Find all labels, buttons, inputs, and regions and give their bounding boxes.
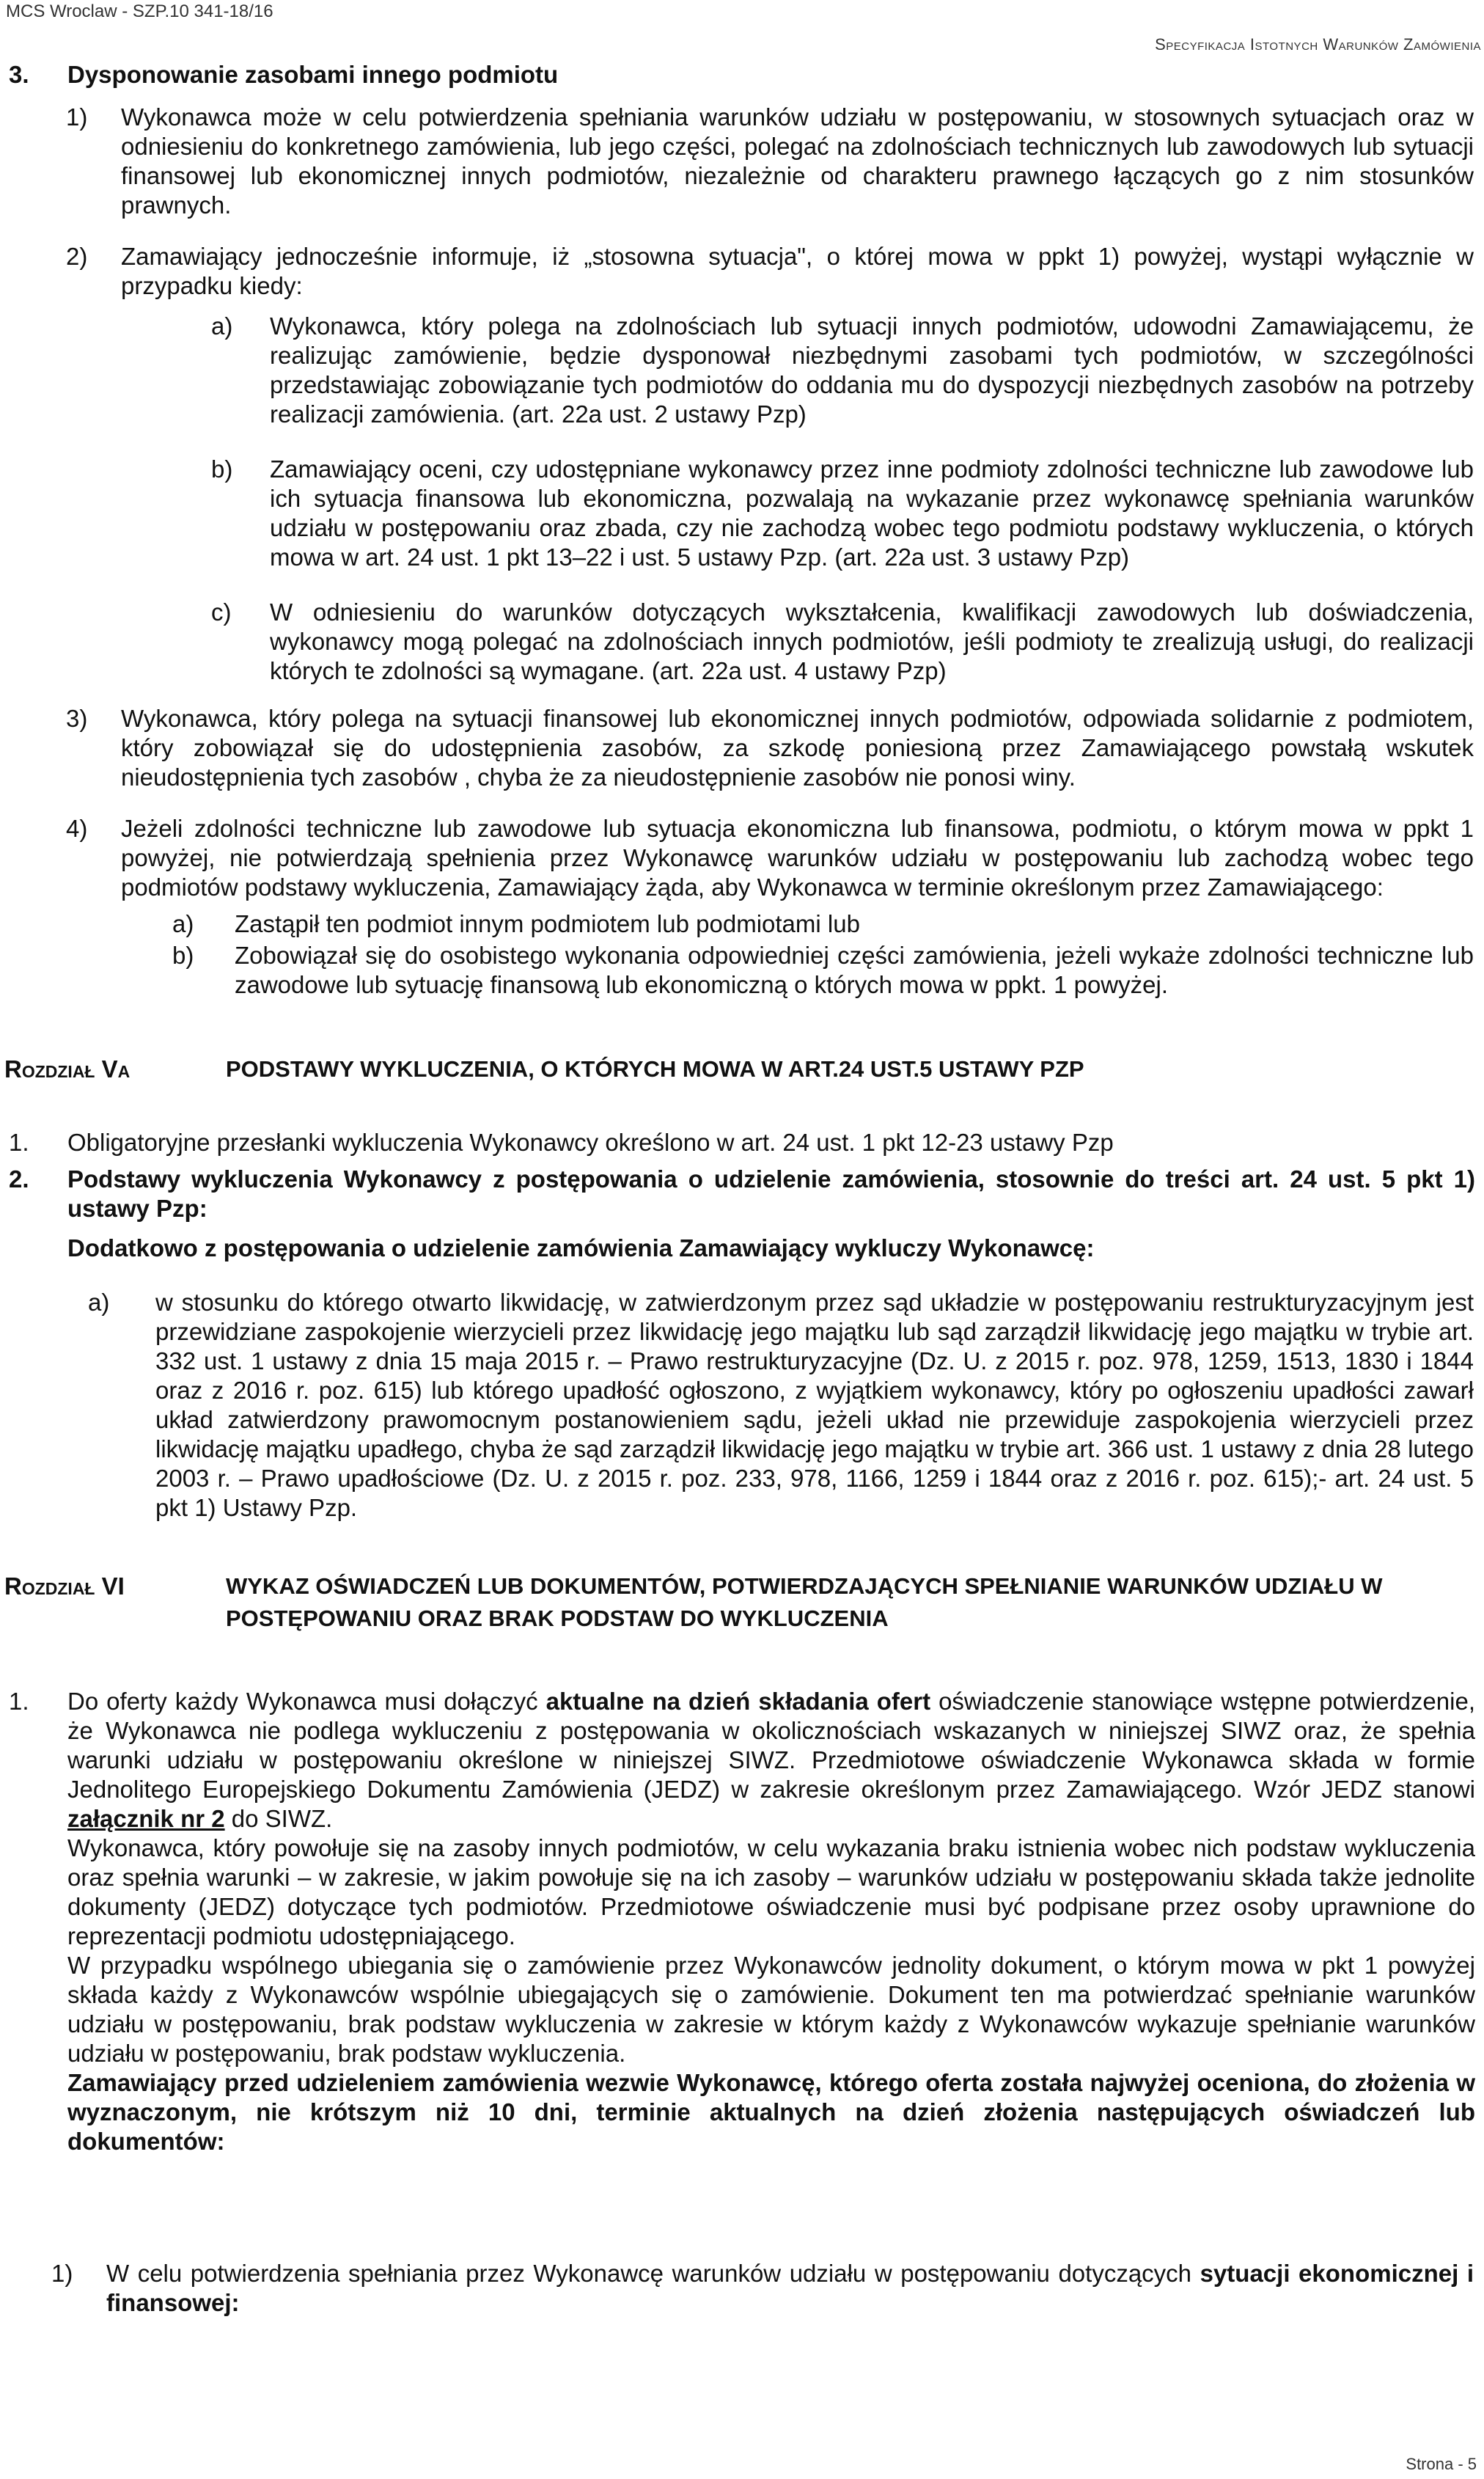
list-item: c) W odniesieniu do warunków dotyczących wykształcenia, kwalifikacji zawodowych lub doświadczenia, wykonawcy mogą polegać na zdolnościach innych podmiotów, jeśli podmioty te zrealizują usługi, do realizacji których te zdolności są wymagane. (art. 22a ust. 4 ustawy Pzp) xyxy=(211,598,1474,684)
list-item: 3) Wykonawca, który polega na sytuacji finansowej lub ekonomicznej innych podmiotów, odpowiada solidarnie z podmiotem, który zobowiązał się do udostępnienia zasobów, za szkodę poniesioną przez Zamawiającego powstałą wskutek nieudostępnienia tych zasobów , chyba że za nieudostępnienie zasobów nie ponosi winy. xyxy=(66,705,1474,791)
header-reference: MCS Wroclaw - SZP.10 341-18/16 xyxy=(6,1,273,21)
section-number: 3. xyxy=(9,61,29,88)
chapter-title: PODSTAWY WYKLUCZENIA, O KTÓRYCH MOWA W ART.24 UST.5 USTAWY PZP xyxy=(226,1056,1084,1082)
list-item: 1. Obligatoryjne przesłanki wykluczenia Wykonawcy określono w art. 24 ust. 1 pkt 12-23 ustawy Pzp xyxy=(9,1129,1114,1156)
section-title: Dysponowanie zasobami innego podmiotu xyxy=(67,61,559,88)
list-item: 1) Wykonawca może w celu potwierdzenia spełniania warunków udziału w postępowaniu, w stosownych sytuacjach oraz w odniesieniu do konkretnego zamówienia, lub jego części, polegać na zdolnościach technicznych lub zawodowych lub sytuacji finansowej lub ekonomicznej innych podmiotów, niezależnie od charakteru prawnego łączących go z nim stosunków prawnych. xyxy=(66,103,1474,219)
list-item: 1) W celu potwierdzenia spełniania przez Wykonawcę warunków udziału w postępowaniu dotyczących sytuacji ekonomicznej i finansowej: xyxy=(51,2260,1474,2316)
list-item-body: Do oferty każdy Wykonawca musi dołączyć aktualne na dzień składania ofert oświadczenie stanowiące wstępne potwierdzenie, że Wykonawca nie podlega wykluczeniu z postępowania w okolicznościach wskazanych w niniejszej SIWZ oraz, że spełnia warunki udziału w postępowaniu określone w niniejszej SIWZ. Przedmiotowe oświadczenie Wykonawca składa w formie Jednolitego Europejskiego Dokumentu Zamówienia (JEDZ) w zakresie określonym przez Zamawiającego. Wzór JEDZ stanowi załącznik nr 2 do SIWZ. Wykonawca, który powołuje się na zasoby innych podmiotów, w celu wykazania braku istnienia wobec nich podstaw wykluczenia oraz spełnia warunki – w zakresie, w jakim powołuje się na ich zasoby – warunków udziału w postępowaniu składa także jednolite dokumenty (JEDZ) dotyczące tych podmiotów. Przedmiotowe oświadczenie musi być podpisane przez osoby uprawnione do reprezentacji podmiotu udostępniającego. W przypadku wspólnego ubiegania się o zamówienie przez Wykonawców jednolity dokument, o którym mowa w pkt 1 powyżej składa każdy z Wykonawców wspólnie ubiegających się o zamówienie. Dokument ten ma potwierdzać spełnianie warunków udziału w postępowaniu, brak podstaw wykluczenia w zakresie w którym każdy z Wykonawców wykazuje spełnianie warunków udziału w postępowaniu, brak podstaw wykluczenia. Zamawiający przed udzieleniem zamówienia wezwie Wykonawcę, którego oferta została najwyżej oceniona, do złożenia w wyznaczonym, nie krótszym niż 10 dni, terminie aktualnych na dzień złożenia następujących oświadczeń lub dokumentów: xyxy=(67,1688,1475,2155)
section-3-heading xyxy=(9,60,1475,89)
list-item: a) Zastąpił ten podmiot innym podmiotem lub podmiotami lub xyxy=(172,910,860,937)
list-item: 4) Jeżeli zdolności techniczne lub zawodowe lub sytuacja ekonomiczna lub finansowa, podmiotu, o którym mowa w ppkt 1 powyżej, nie potwierdzają spełnienia przez Wykonawcę warunków udziału w postępowaniu lub zachodzą wobec tego podmiotów podstawy wykluczenia, Zamawiający żąda, aby Wykonawca w terminie określonym przez Zamawiającego: xyxy=(66,815,1474,901)
list-item: 1. Do oferty każdy Wykonawca musi dołączyć aktualne na dzień składania ofert oświadczenie stanowiące wstępne potwierdzenie, że Wykonawca nie podlega wykluczeniu z postępowania w okolicznościach wskazanych w niniejszej SIWZ oraz, że spełnia warunki udziału w postępowaniu określone w niniejszej SIWZ. Przedmiotowe oświadczenie Wykonawca składa w formie Jednolitego Europejskiego Dokumentu Zamówienia (JEDZ) w zakresie określonym przez Zamawiającego. Wzór JEDZ stanowi załącznik nr 2 do SIWZ. Wykonawca, który powołuje się na zasoby innych podmiotów, w celu wykazania braku istnienia wobec nich podstaw wykluczenia oraz spełnia warunki – w zakresie, w jakim powołuje się na ich zasoby – warunków udziału w postępowaniu składa także jednolite dokumenty (JEDZ) dotyczące tych podmiotów. Przedmiotowe oświadczenie musi być podpisane przez osoby uprawnione do reprezentacji podmiotu udostępniającego. W przypadku wspólnego ubiegania się o zamówienie przez Wykonawców jednolity dokument, o którym mowa w pkt 1 powyżej składa każdy z Wykonawców wspólnie ubiegających się o zamówienie. Dokument ten ma potwierdzać spełnianie warunków udziału w postępowaniu, brak podstaw wykluczenia w zakresie w którym każdy z Wykonawców wykazuje spełnianie warunków udziału w postępowaniu, brak podstaw wykluczenia. Zamawiający przed udzieleniem zamówienia wezwie Wykonawcę, którego oferta została najwyżej oceniona, do złożenia w wyznaczonym, nie krótszym niż 10 dni, terminie aktualnych na dzień złożenia następujących oświadczeń lub dokumentów: xyxy=(9,1688,1475,2155)
header-title: Specyfikacja Istotnych Warunków Zamówienia xyxy=(1155,35,1481,54)
chapter-label: Rozdział VI xyxy=(4,1572,125,1600)
list-item: a) Wykonawca, który polega na zdolnościach lub sytuacji innych podmiotów, udowodni Zamawiającemu, że realizując zamówienie, będzie dysponował niezbędnymi zasobami tych podmiotów, w szczególności przedstawiając zobowiązanie tych podmiotów do oddania mu do dyspozycji niezbędnych zasobów na potrzeby realizacji zamówienia. (art. 22a ust. 2 ustawy Pzp) xyxy=(211,312,1474,428)
chapter-label: Rozdział Va xyxy=(4,1055,131,1083)
list-item: b) Zamawiający oceni, czy udostępniane wykonawcy przez inne podmioty zdolności techniczne lub zawodowe lub ich sytuacja finansowa lub ekonomiczna, pozwalają na wykazanie przez wykonawcę spełniania warunków udziału w postępowaniu oraz zbada, czy nie zachodzą wobec tego podmiotu podstawy wykluczenia, o których mowa w art. 24 ust. 1 pkt 13–22 i ust. 5 ustawy Pzp. (art. 22a ust. 3 ustawy Pzp) xyxy=(211,455,1474,571)
list-item: a) w stosunku do którego otwarto likwidację, w zatwierdzonym przez sąd układzie w postępowaniu restrukturyzacyjnym jest przewidziane zaspokojenie wierzycieli przez likwidację jego majątku lub sąd zarządził likwidację jego majątku w trybie art. 332 ust. 1 ustawy z dnia 15 maja 2015 r. – Prawo restrukturyzacyjne (Dz. U. z 2015 r. poz. 978, 1259, 1513, 1830 i 1844 oraz z 2016 r. poz. 615) lub którego upadłość ogłoszono, z wyjątkiem wykonawcy, który po ogłoszeniu upadłości zawarł układ zatwierdzony prawomocnym postanowieniem sądu, jeżeli układ nie przewiduje zaspokojenia wierzycieli przez likwidację majątku upadłego, chyba że sąd zarządził likwidację jego majątku w trybie art. 366 ust. 1 ustawy z dnia 28 lutego 2003 r. – Prawo upadłościowe (Dz. U. z 2015 r. poz. 233, 978, 1166, 1259 i 1844 oraz z 2016 r. poz. 615);- art. 24 ust. 5 pkt 1) Ustawy Pzp. xyxy=(88,1289,1474,1521)
list-item: 2) Zamawiający jednocześnie informuje, iż „stosowna sytuacja", o której mowa w ppkt 1) powyżej, wystąpi wyłącznie w przypadku kiedy: xyxy=(66,243,1474,299)
list-item: 2. Podstawy wykluczenia Wykonawcy z postępowania o udzielenie zamówienia, stosownie do treści art. 24 ust. 5 pkt 1) ustawy Pzp: xyxy=(9,1165,1475,1222)
chapter-title: WYKAZ OŚWIADCZEŃ LUB DOKUMENTÓW, POTWIERDZAJĄCYCH SPEŁNIANIE WARUNKÓW UDZIAŁU W POSTĘPOWANIU ORAZ BRAK PODSTAW DO WYKLUCZENIA xyxy=(226,1573,1383,1631)
list-item-subheading: Dodatkowo z postępowania o udzielenie zamówienia Zamawiający wykluczy Wykonawcę: xyxy=(67,1234,1095,1262)
list-item: b) Zobowiązał się do osobistego wykonania odpowiedniej części zamówienia, jeżeli wykaże zdolności techniczne lub zawodowe lub sytuację finansową lub ekonomiczną o których mowa w ppkt. 1 powyżej. xyxy=(172,942,1474,998)
page-number: Strona - 5 xyxy=(1406,2455,1477,2473)
